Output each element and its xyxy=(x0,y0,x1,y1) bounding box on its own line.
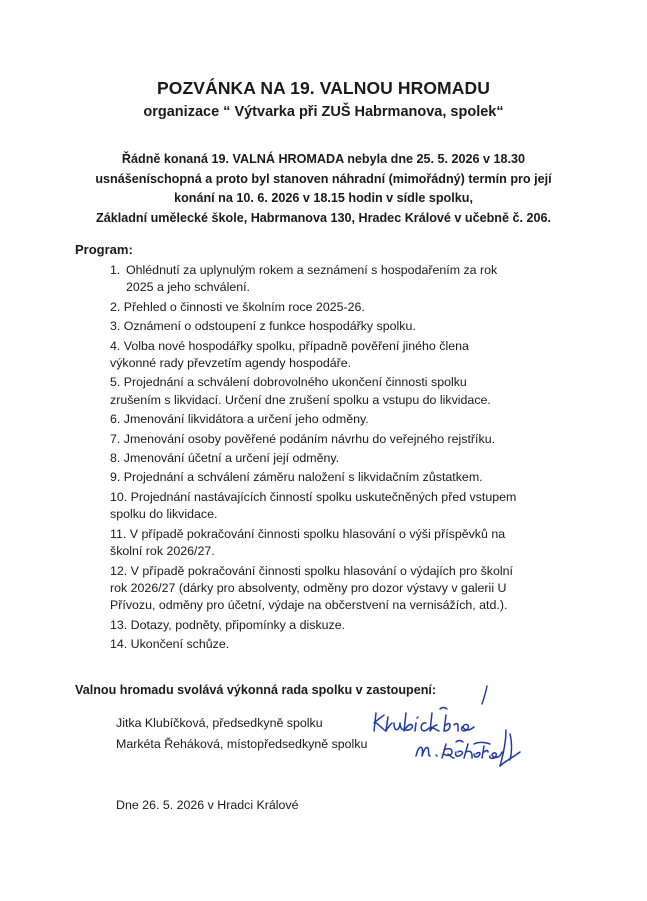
announcement-line: Řádně konaná 19. VALNÁ HROMADA nebyla dne 25. 5. 2026 v 18.30 xyxy=(121,152,526,166)
announcement xyxy=(40,150,607,228)
program-item-text: 11. V případě pokračování činnosti spolku hlasování o výši příspěvků na xyxy=(110,526,506,541)
program-item-text: 13. Dotazy, podněty, připomínky a diskuze. xyxy=(110,617,346,632)
signature-rehakova xyxy=(412,722,532,770)
convener-line: Valnou hromadu svolává výkonná rada spolku v zastoupení: xyxy=(75,683,437,697)
signer-chair: Jitka Klubíčková, předsedkyně spolku xyxy=(116,716,323,730)
program-item xyxy=(110,431,580,448)
program-item xyxy=(110,411,580,428)
program-item-text: spolku do likvidace. xyxy=(110,507,218,522)
program-item xyxy=(110,318,580,335)
program-item xyxy=(110,262,580,297)
program-item-text: Ohlédnutí za uplynulým rokem a seznámení s hospodařením za rok xyxy=(126,263,498,277)
program-item-text: 3. Oznámení o odstoupení z funkce hospodářky spolku. xyxy=(110,319,416,334)
program-label: Program: xyxy=(75,242,133,257)
program-item-text: rok 2026/27 (dárky pro absolventy, odměny pro dozor výstavy v galerii U xyxy=(110,580,507,595)
date-place: Dne 26. 5. 2026 v Hradci Králové xyxy=(116,798,299,812)
announcement-line: Základní umělecké škole, Habrmanova 130, Hradec Králové v učebně č. 206. xyxy=(96,210,551,225)
program-item-number: 1. xyxy=(110,263,121,277)
program-item xyxy=(110,617,580,634)
document-subtitle: organizace “ Výtvarka při ZUŠ Habrmanova, spolek“ xyxy=(143,104,504,120)
program-item-text: 9. Projednání a schválení záměru naložení s likvidačním zůstatkem. xyxy=(110,470,483,485)
program-item xyxy=(110,338,580,373)
program-item-text: Přívozu, odměny pro účetní, výdaje na občerstvení na vernisážích, atd.). xyxy=(110,598,508,613)
program-item xyxy=(110,636,580,653)
program-item-text: 10. Projednání nastávajících činností spolku uskutečněných před vstupem xyxy=(110,489,517,504)
program-item xyxy=(110,374,580,409)
program-item xyxy=(110,489,580,524)
program-item-text: 4. Volba nové hospodářky spolku, případně pověření jiného člena xyxy=(110,338,469,353)
program-item-text: 7. Jmenování osoby pověřené podáním návrhu do veřejného rejstříku. xyxy=(110,431,496,446)
program-item-text: zrušením s likvidací. Určení dne zrušení spolku a vstupu do likvidace. xyxy=(110,392,491,407)
program-item xyxy=(110,299,580,316)
announcement-line: usnášeníschopná a proto byl stanoven náhradní (mimořádný) termín pro její xyxy=(95,171,552,186)
program-item xyxy=(110,563,580,615)
program-item-text: 12. V případě pokračování činnosti spolku hlasování o výdajích pro školní xyxy=(110,563,513,578)
program-item xyxy=(110,526,580,561)
program-item-text: 2025 a jeho schválení. xyxy=(126,280,250,295)
program-item-text: výkonné rady převzetím agendy hospodáře. xyxy=(110,356,352,371)
program-item-text: 14. Ukončení schůze. xyxy=(110,637,230,652)
program-item xyxy=(110,469,580,486)
program-item-text: 8. Jmenování účetní a určení její odměny. xyxy=(110,451,340,466)
signer-vice-chair: Markéta Řeháková, místopředsedkyně spolku xyxy=(116,737,368,751)
program-item xyxy=(110,450,580,467)
program-list xyxy=(110,262,580,656)
announcement-line: konání na 10. 6. 2026 v 18.15 hodin v sídle spolku, xyxy=(174,191,473,206)
document-title: POZVÁNKA NA 19. VALNOU HROMADU xyxy=(157,78,490,98)
program-item-text: 5. Projednání a schválení dobrovolného ukončení činnosti spolku xyxy=(110,375,467,390)
program-item-text: 2. Přehled o činnosti ve školním roce 2025-26. xyxy=(110,299,365,314)
program-item-text: školní rok 2026/27. xyxy=(110,544,215,559)
program-item-text: 6. Jmenování likvidátora a určení jeho odměny. xyxy=(110,412,369,427)
